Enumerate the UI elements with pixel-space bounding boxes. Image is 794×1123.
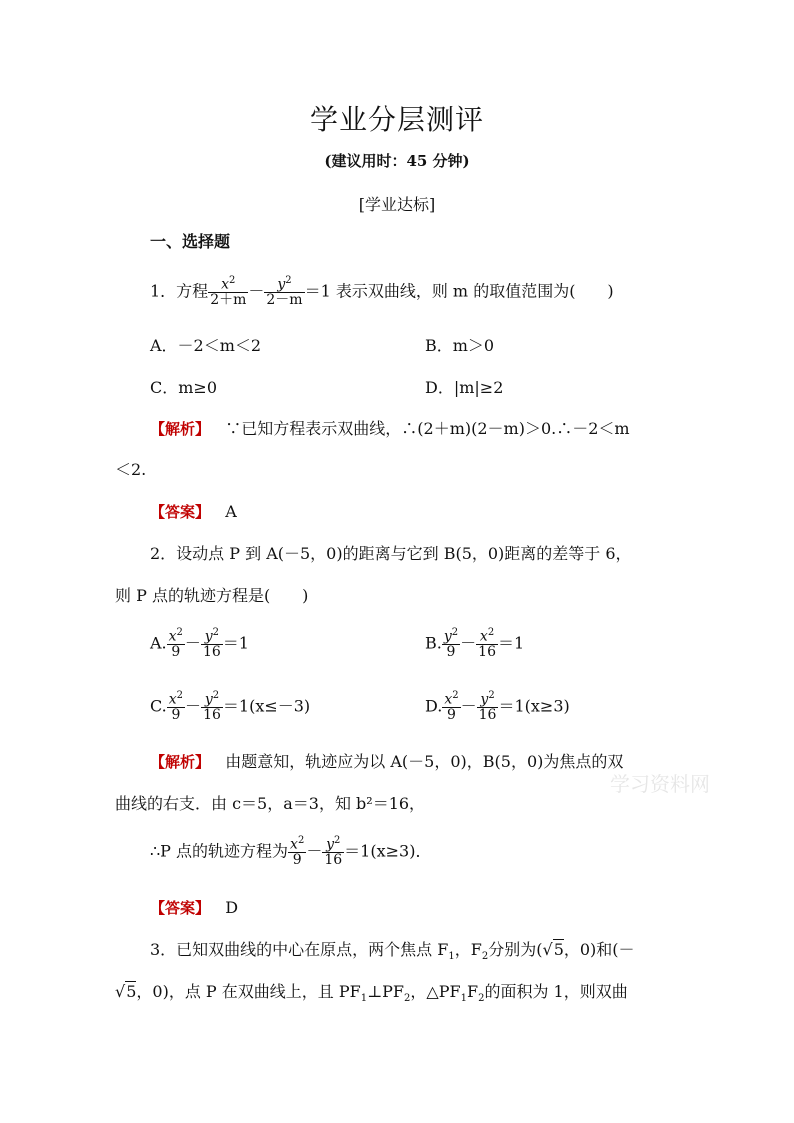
question-2-stem-cont: 则 P 点的轨迹方程是( ) (115, 586, 309, 605)
q1-option-a: A．－2＜m＜2 (150, 336, 262, 355)
q2-answer: 【答案】 D (150, 898, 239, 917)
question-3-stem-cont: √5，0)，点 P 在双曲线上，且 $PF_1\perp PF_2$，$\triangle PF_1F_2$的面积为 1，则双曲 (115, 982, 628, 1005)
question-3-stem: 3．已知双曲线的中心在原点，两个焦点 $F_1$，$F_2$分别为(√5，0)和(－ (150, 940, 635, 963)
answer-tag: 【答案】 (150, 503, 211, 521)
q2-option-c: C. $\frac{x^2}{9}$ － $\frac{y^2}{16}$ ＝1(x≤－3) (150, 690, 311, 724)
suggested-time: (建议用时：45 分钟) (324, 152, 470, 170)
q2-option-b: B. $\frac{y^2}{9}$ － $\frac{x^2}{16}$ ＝1 (425, 627, 525, 661)
question-2-stem: 2．设动点 P 到 A(－5，0)的距离与它到 B(5，0)距离的差等于 6， (150, 544, 632, 563)
question-1-stem: 1．方程 $\frac{x^2}{2+m}$ － $\frac{y^2}{2-m}$ ＝1 表示双曲线，则 m 的取值范围为( ) (150, 275, 614, 309)
q1-analysis-cont: ＜2. (115, 460, 147, 479)
part-heading: 一、选择题 (150, 232, 231, 251)
q2-analysis-equation: ∴P 点的轨迹方程为 $\frac{x^2}{9}$ － $\frac{y^2}{16}$ ＝1(x≥3)． (150, 835, 432, 869)
analysis-tag: 【解析】 (150, 420, 211, 438)
analysis-tag: 【解析】 (150, 753, 211, 771)
watermark: 学习资料网 (610, 772, 710, 796)
q1-option-c: C．m≥0 (150, 378, 218, 397)
q1-option-b: B．m＞0 (425, 336, 495, 355)
page-title: 学业分层测评 (309, 103, 484, 136)
q2-option-a: A. $\frac{x^2}{9}$ － $\frac{y^2}{16}$ ＝1 (150, 627, 249, 661)
q2-option-d: D. $\frac{x^2}{9}$ － $\frac{y^2}{16}$ ＝1(x≥3) (425, 690, 570, 724)
q2-analysis-cont: 曲线的右支．由 c＝5，a＝3，知 b²＝16， (115, 794, 426, 813)
q1-option-d: D．|m|≥2 (425, 378, 504, 397)
answer-tag: 【答案】 (150, 899, 211, 917)
q2-analysis: 【解析】 由题意知，轨迹应为以 A(－5，0)，B(5，0)为焦点的双 (150, 752, 624, 771)
q1-analysis: 【解析】 ∵已知方程表示双曲线，∴(2＋m)(2－m)＞0.∴－2＜m (150, 419, 630, 438)
section-heading: [学业达标] (358, 195, 436, 214)
q1-answer: 【答案】 A (150, 502, 237, 521)
